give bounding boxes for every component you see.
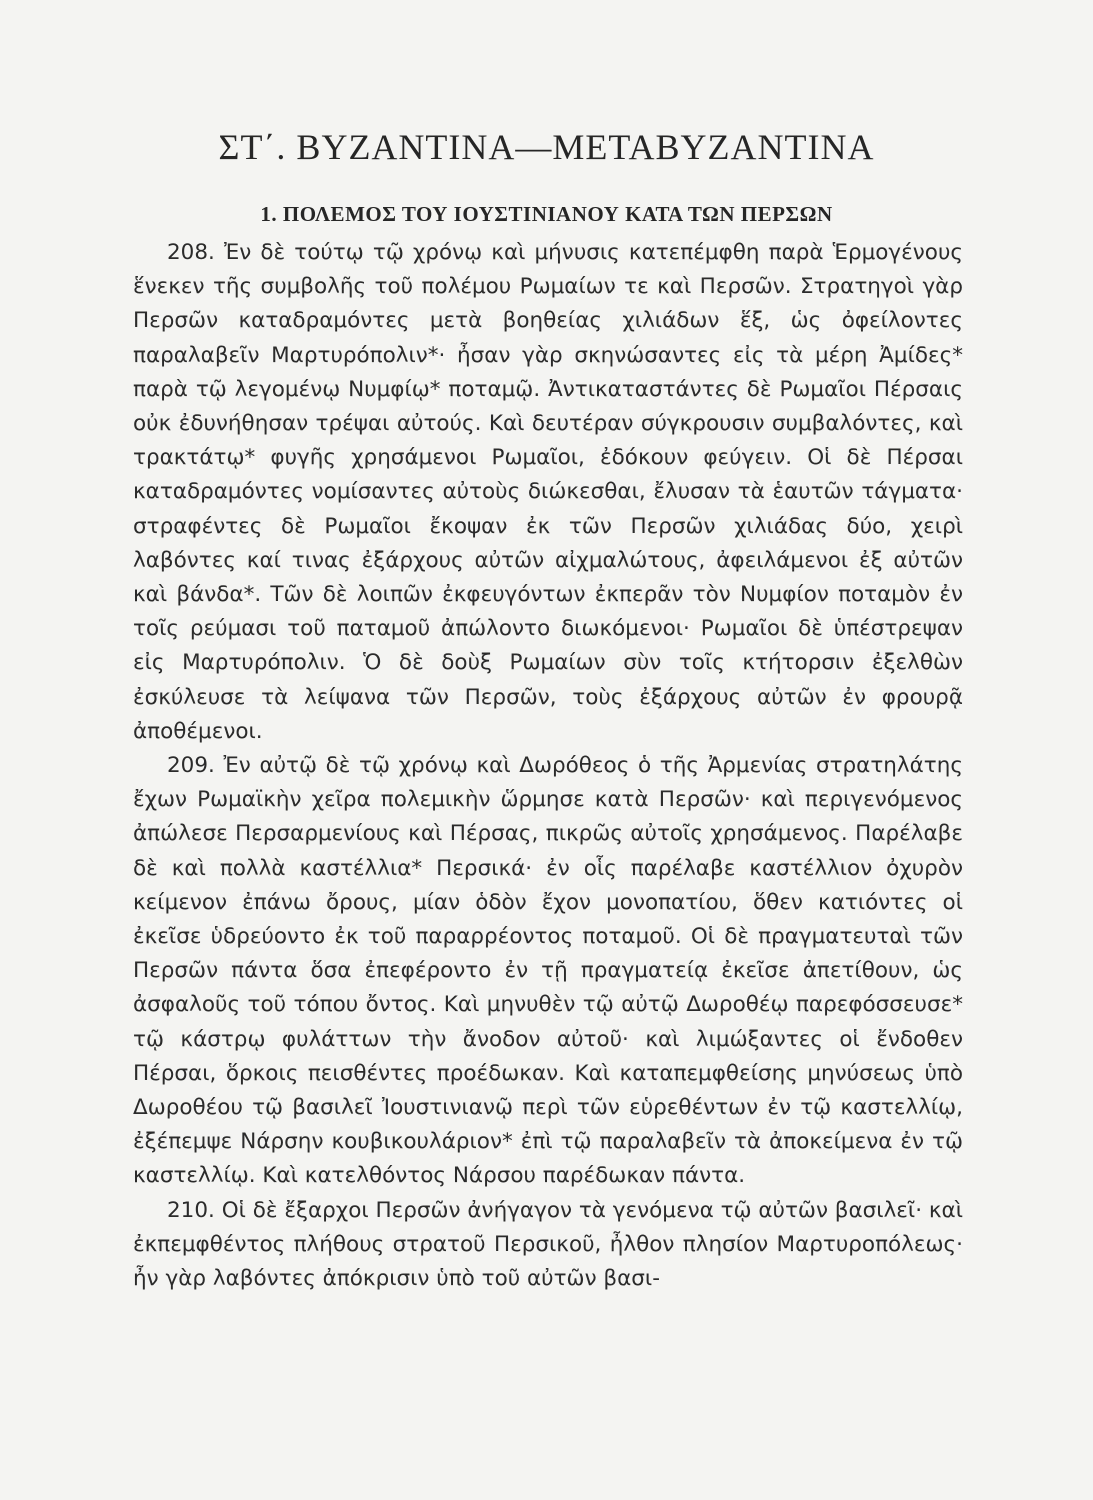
section-title: ΣΤ΄. ΒΥΖΑΝΤΙΝΑ—ΜΕΤΑΒΥΖΑΝΤΙΝΑ [218, 127, 875, 167]
paragraph-210: 210. Οἱ δὲ ἔξαρχοι Περσῶν ἀνήγαγον τὰ γενόμενα τῷ αὐτῶν βασιλεῖ· καὶ ἐκπεμφθέντος πλήθους στρατοῦ Περσικοῦ, ἦλθον πλησίον Μαρτυροπόλεως· ἦν γὰρ λαβόντες ἀπόκρισιν ὑπὸ τοῦ αὐτῶν βασι- [133, 1197, 963, 1292]
chapter-title: 1. ΠΟΛΕΜΟΣ ΤΟΥ ΙΟΥΣΤΙΝΙΑΝΟΥ ΚΑΤΑ ΤΩΝ ΠΕΡΣΩΝ [260, 202, 833, 226]
body-text [133, 236, 963, 1296]
paragraph-209: 209. Ἐν αὐτῷ δὲ τῷ χρόνῳ καὶ Δωρόθεος ὁ τῆς Ἀρμενίας στρατηλάτης ἔχων Ρωμαϊκὴν χεῖρα πολεμικὴν ὥρμησε κατὰ Περσῶν· καὶ περιγενόμενος ἀπώλεσε Περσαρμενίους καὶ Πέρσας, πικρῶς αὐτοῖς χρησάμενος. Παρέλαβε δὲ καὶ πολλὰ καστέλλια* Περσικά· ἐν οἷς παρέλαβε καστέλλιον ὀχυρὸν κείμενον ἐπάνω ὄρους, μίαν ὁδὸν ἔχον μονοπατίου, ὅθεν κατιόντες οἱ ἐκεῖσε ὑδρεύοντο ἐκ τοῦ παραρρέοντος ποταμοῦ. Οἱ δὲ πραγματευταὶ τῶν Περσῶν πάντα ὅσα ἐπεφέροντο ἐν τῇ πραγματείᾳ ἐκεῖσε ἀπετίθουν, ὡς ἀσφαλοῦς τοῦ τόπου ὄντος. Καὶ μηνυθὲν τῷ αὐτῷ Δωροθέῳ παρεφόσσευσε* τῷ κάστρῳ φυλάττων τὴν ἄνοδον αὐτοῦ· καὶ λιμώξαντες οἱ ἔνδοθεν Πέρσαι, ὅρκοις πεισθέντες προέδωκαν. Καὶ καταπεμφθείσης μηνύσεως ὑπὸ Δωροθέου τῷ βασιλεῖ Ἰουστινιανῷ περὶ τῶν εὑρεθέντων ἐν τῷ καστελλίῳ, ἐξέπεμψε Νάρσην κουβικουλάριον* ἐπὶ τῷ παραλαβεῖν τὰ ἀποκείμενα ἐν τῷ καστελλίῳ. Καὶ κατελθόντος Νάρσου παρέδωκαν πάντα. [133, 753, 963, 1189]
paragraph-208: 208. Ἐν δὲ τούτῳ τῷ χρόνῳ καὶ μήνυσις κατεπέμφθη παρὰ Ἑρμογένους ἕνεκεν τῆς συμβολῆς τοῦ πολέμου Ρωμαίων τε καὶ Περσῶν. Στρατηγοὶ γὰρ Περσῶν καταδραμόντες μετὰ βοηθείας χιλιάδων ἕξ, ὡς ὀφείλοντες παραλαβεῖν Μαρτυρόπολιν*· ἦσαν γὰρ σκηνώσαντες εἰς τὰ μέρη Ἀμίδες* παρὰ τῷ λεγομένῳ Νυμφίῳ* ποταμῷ. Ἀντικαταστάντες δὲ Ρωμαῖοι Πέρσαις οὐκ ἐδυνήθησαν τρέψαι αὐτούς. Καὶ δευτέραν σύγκρουσιν συμβαλόντες, καὶ τρακτάτῳ* φυγῆς χρησάμενοι Ρωμαῖοι, ἐδόκουν φεύγειν. Οἱ δὲ Πέρσαι καταδραμόντες νομίσαντες αὐτοὺς διώκεσθαι, ἔλυσαν τὰ ἑαυτῶν τάγματα· στραφέντες δὲ Ρωμαῖοι ἔκοψαν ἐκ τῶν Περσῶν χιλιάδας δύο, χειρὶ λαβόντες καί τινας ἐξάρχους αὐτῶν αἰχμαλώτους, ἀφειλάμενοι ἐξ αὐτῶν καὶ βάνδα*. Τῶν δὲ λοιπῶν ἐκφευγόντων ἐκπερᾶν τὸν Νυμφίον ποταμὸν ἐν τοῖς ρεύμασι τοῦ παταμοῦ ἀπώλοντο διωκόμενοι· Ρωμαῖοι δὲ ὑπέστρεψαν εἰς Μαρτυρόπολιν. Ὁ δὲ δοὺξ Ρωμαίων σὺν τοῖς κτήτορσιν ἐξελθὼν ἐσκύλευσε τὰ λείψανα τῶν Περσῶν, τοὺς ἐξάρχους αὐτῶν ἐν φρουρᾷ ἀποθέμενοι. [133, 240, 963, 744]
